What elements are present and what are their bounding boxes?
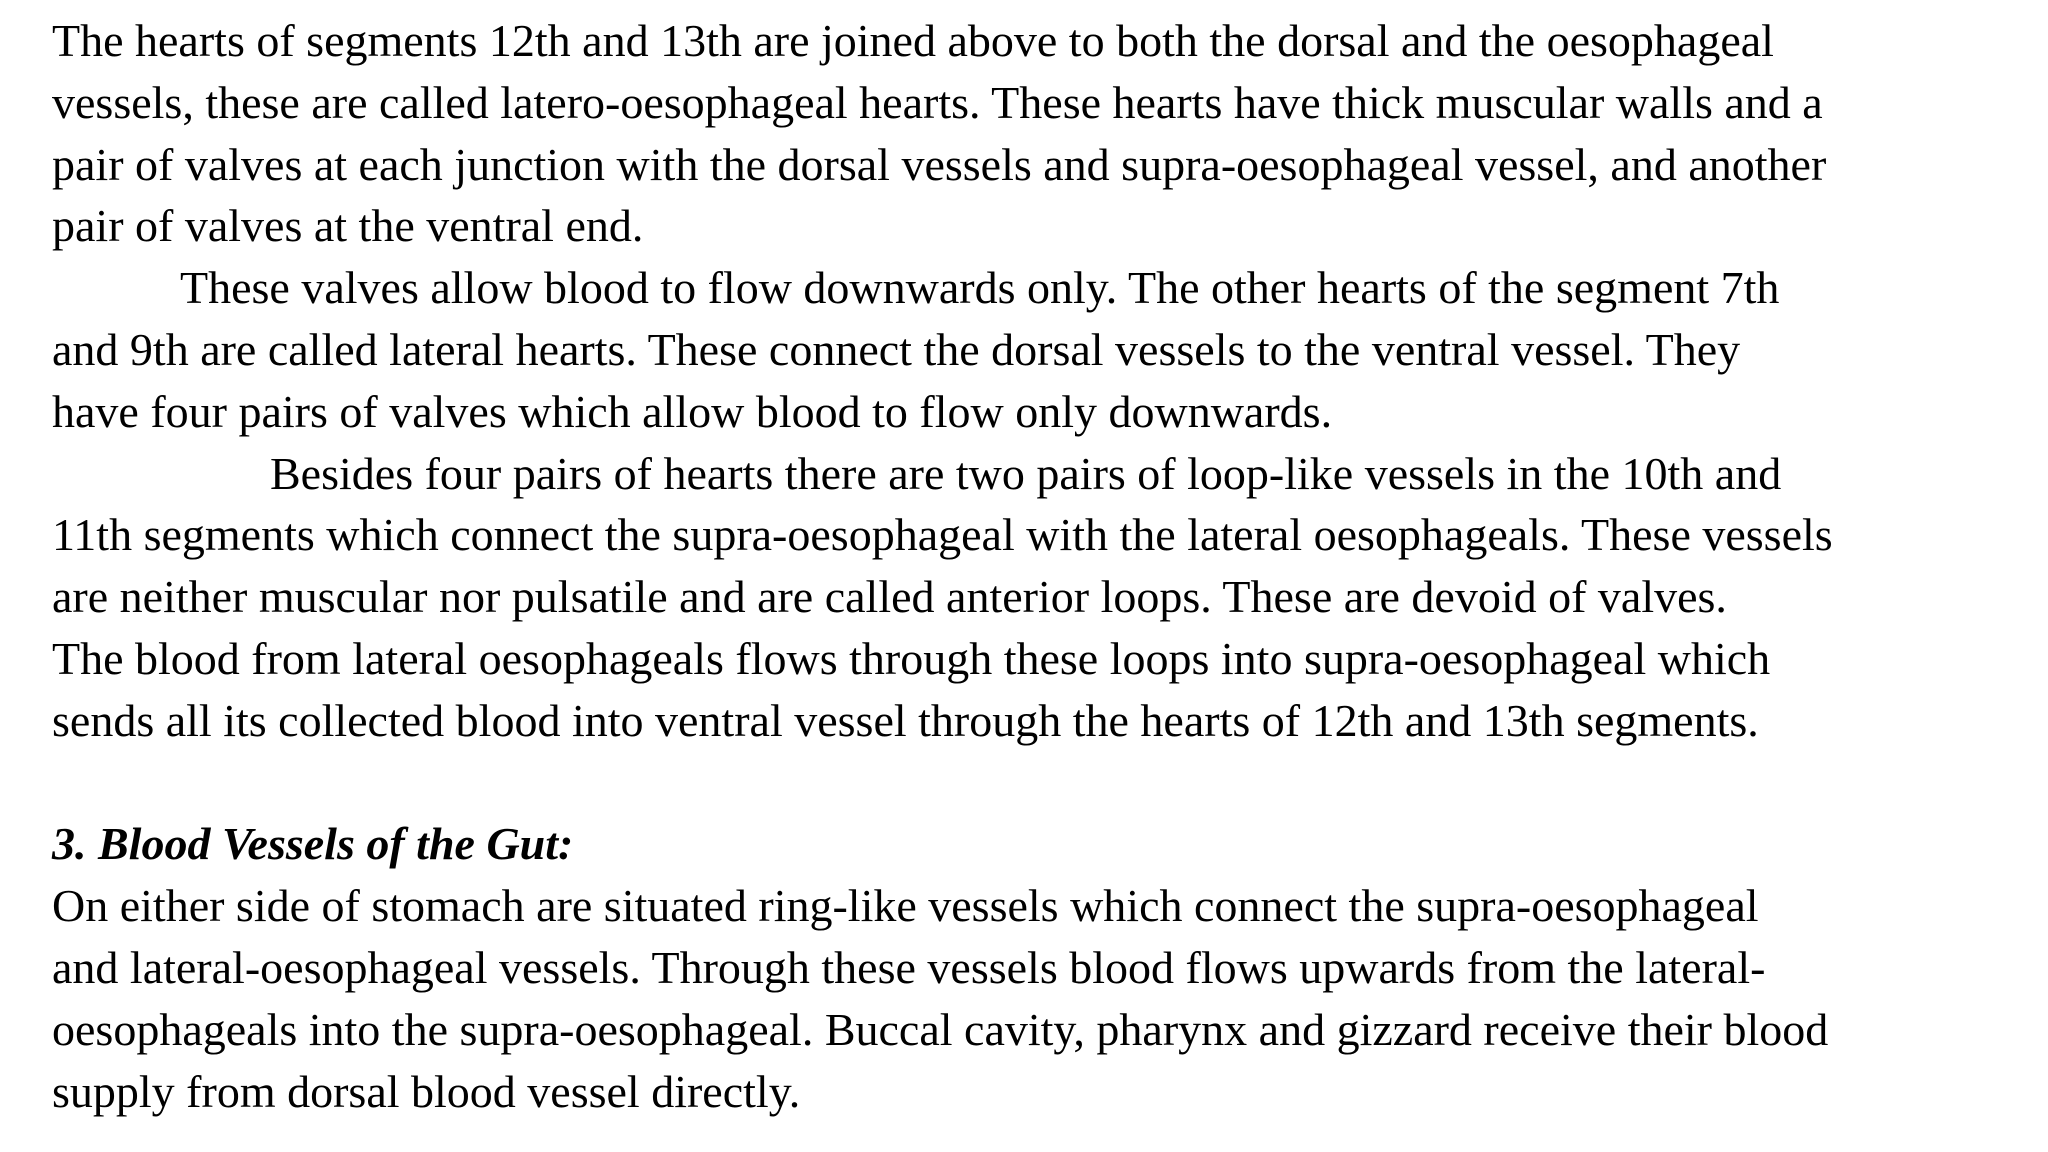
paragraph-lateral-hearts	[52, 257, 2048, 442]
text-line: vessels, these are called latero-oesophageal hearts. These hearts have thick muscular walls and a	[52, 76, 1823, 128]
text-line: supply from dorsal blood vessel directly.	[52, 1065, 801, 1117]
text-line: These valves allow blood to flow downwards only. The other hearts of the segment 7th	[180, 262, 1780, 314]
paragraph-spacer	[52, 752, 2048, 814]
text-line: pair of valves at the ventral end.	[52, 200, 644, 252]
section-heading: 3. Blood Vessels of the Gut:	[52, 818, 574, 870]
text-line: pair of valves at each junction with the dorsal vessels and supra-oesophageal vessel, and another	[52, 138, 1827, 190]
text-line: and lateral-oesophageal vessels. Through these vessels blood flows upwards from the lateral-	[52, 941, 1766, 993]
text-line: The blood from lateral oesophageals flows through these loops into supra-oesophageal which	[52, 632, 1771, 684]
paragraph-latero-oesophageal-hearts	[52, 10, 2048, 257]
text-line: On either side of stomach are situated ring-like vessels which connect the supra-oesophageal	[52, 880, 1759, 932]
text-line: are neither muscular nor pulsatile and are called anterior loops. These are devoid of valves.	[52, 571, 1727, 623]
paragraph-anterior-loops	[52, 443, 2048, 752]
text-line: have four pairs of valves which allow blood to flow only downwards.	[52, 385, 1333, 437]
text-line: The hearts of segments 12th and 13th are joined above to both the dorsal and the oesophageal	[52, 15, 1774, 66]
text-line: 11th segments which connect the supra-oesophageal with the lateral oesophageals. These vessels	[52, 509, 1833, 561]
text-line: and 9th are called lateral hearts. These connect the dorsal vessels to the ventral vessel. They	[52, 323, 1741, 375]
text-line: oesophageals into the supra-oesophageal. Buccal cavity, pharynx and gizzard receive their blood	[52, 1003, 1829, 1055]
section-blood-vessels-of-gut	[52, 813, 2048, 1122]
text-line: sends all its collected blood into ventral vessel through the hearts of 12th and 13th segments.	[52, 694, 1759, 746]
text-line: Besides four pairs of hearts there are two pairs of loop-like vessels in the 10th and	[270, 447, 1782, 499]
